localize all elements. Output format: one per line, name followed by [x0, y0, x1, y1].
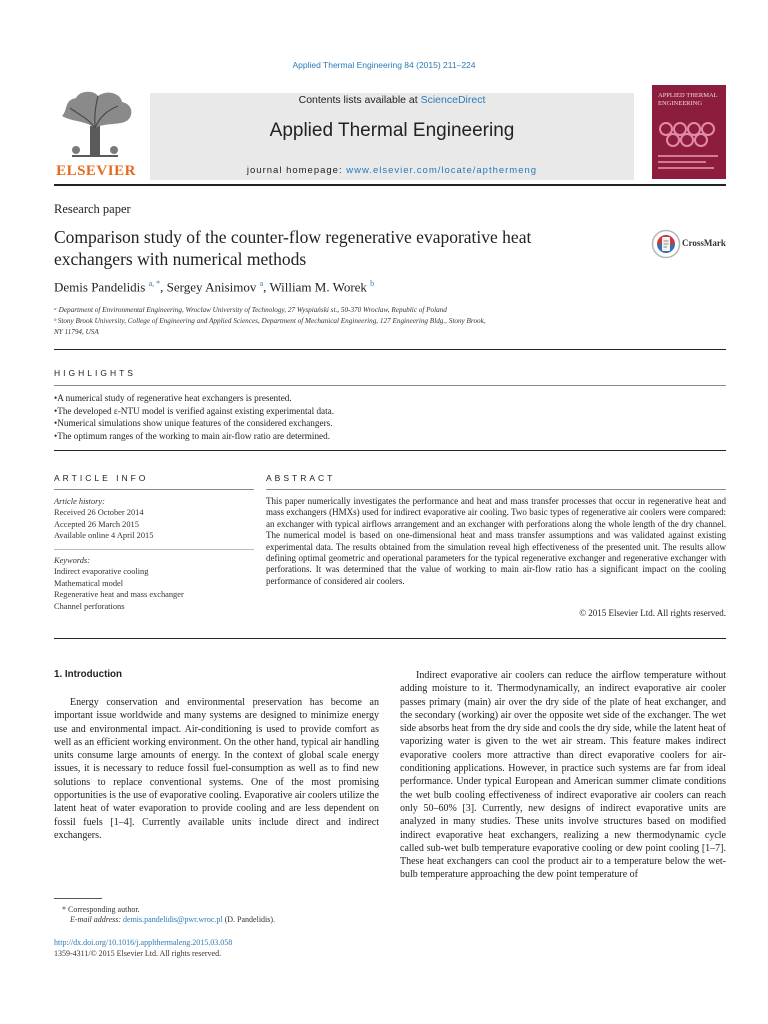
- homepage-line: [150, 165, 634, 176]
- affiliation-b: ᵇ Stony Brook University, College of Engineering and Applied Sciences, Department of Mechanical Engineering, 127 Engineering Bldg., Stony Brook,: [54, 317, 486, 325]
- author-affiliation-marks[interactable]: a: [259, 279, 264, 288]
- highlight-item: • Numerical simulations show unique features of the considered exchangers.: [54, 417, 726, 430]
- journal-masthead: [150, 93, 634, 180]
- homepage-link[interactable]: www.elsevier.com/locate/apthermeng: [346, 165, 538, 176]
- email-link[interactable]: demis.pandelidis@pwr.wroc.pl: [123, 915, 223, 924]
- article-history-label: Article history:: [54, 497, 105, 506]
- highlight-item: • A numerical study of regenerative heat exchangers is presented.: [54, 392, 726, 405]
- author-name[interactable]: Sergey Anisimov: [166, 279, 257, 295]
- highlights-heading: HIGHLIGHTS: [54, 368, 136, 378]
- divider: [54, 450, 726, 451]
- highlight-item: • The optimum ranges of the working to main air-flow ratio are determined.: [54, 430, 726, 443]
- sciencedirect-link[interactable]: ScienceDirect: [420, 94, 486, 106]
- body-paragraph-col2: Indirect evaporative air coolers can reduce the airflow temperature without adding moisture to it. Thermodynamically, an indirect evaporative air cooler passes primary (main) air over the dry side of the plate of heat exchanger, and the secondary (working) air over the opposite wet side of the exchanger. The wet side absorbs heat from the dry side and cools the dry side, while the latent heat of vaporizing water is given to the wet air stream. This feature makes indirect evaporative coolers more attractive than direct evaporative coolers for air-conditioning applications. However, in practice such systems are far from ideal performance. Under typical European and American summer climate conditions the wet bulb cooling effectiveness of indirect evaporative air coolers can reach only 50–60% [3]. Currently, new designs of indirect evaporative units are analyzed in many studies. These units involve structures based on modified indirect evaporative heat exchangers, realizing a new thermodynamic cycle called sub-wet bulb temperature evaporative cooling or dew point cooling [1–7]. These heat exchangers can cool the product air to a temperature below the wet-bulb temperature approaching the dew point temperature of: [400, 670, 726, 881]
- history-online: Available online 4 April 2015: [54, 531, 154, 541]
- affiliation-b-cont: NY 11794, USA: [54, 328, 99, 336]
- email-label: E-mail address:: [70, 915, 124, 924]
- publisher-wordmark: ELSEVIER: [56, 163, 136, 179]
- elsevier-tree-icon: [54, 88, 138, 164]
- paper-type: Research paper: [54, 202, 131, 216]
- highlights-list: [54, 392, 726, 442]
- divider: [54, 638, 726, 639]
- paper-title-line-2: exchangers with numerical methods: [54, 248, 307, 269]
- journal-citation[interactable]: Applied Thermal Engineering 84 (2015) 211–224: [292, 60, 476, 70]
- contents-line: [150, 94, 634, 106]
- abstract-heading: ABSTRACT: [266, 473, 336, 483]
- email-footnote: [70, 914, 395, 925]
- issn-copyright: 1359-4311/© 2015 Elsevier Ltd. All rights reserved.: [54, 949, 222, 958]
- section-heading-introduction: 1. Introduction: [54, 669, 123, 680]
- divider: [54, 489, 254, 490]
- journal-cover-thumbnail[interactable]: [652, 85, 726, 179]
- keyword-item: Mathematical model: [54, 578, 124, 588]
- author-name[interactable]: Demis Pandelidis: [54, 279, 146, 295]
- body-paragraph-col1: Energy conservation and environmental preservation has become an important issue worldwide and many systems are designed to minimize energy use and environmental impact. Air-conditioning is used to provide comfort as well as an efficient working environment. On the other hand, typical air handling units consume large amounts of energy. In the context of global scale energy issues, it is necessary to reduce fossil fuel-consumption as well as to find new solutions to replace conventional systems. One of the most promising opportunities is the use of evaporative cooling. Evaporative air coolers utilize the latent heat of water evaporation to provide cooling and are less dependent on fossil fuels [1–4]. Currently available units include direct and indirect exchangers.: [54, 697, 379, 841]
- header-rule: [54, 184, 726, 186]
- keyword-item: Regenerative heat and mass exchanger: [54, 590, 184, 600]
- keywords-label: Keywords:: [54, 556, 90, 565]
- crossmark-badge[interactable]: [651, 229, 729, 259]
- doi-link[interactable]: http://dx.doi.org/10.1016/j.applthermaleng.2015.03.058: [54, 938, 233, 947]
- paper-title: [54, 227, 644, 270]
- divider: [54, 385, 726, 386]
- corresponding-author-note: * Corresponding author.: [62, 905, 140, 914]
- article-info-heading: ARTICLE INFO: [54, 473, 149, 483]
- highlight-item: • The developed ε-NTU model is verified against existing experimental data.: [54, 405, 726, 418]
- author-list: Demis Pandelidis $^{a, *}$, Sergey Anisimov $^a$, William M. Worek $^b$: [54, 279, 375, 295]
- paper-title-line-1: Comparison study of the counter-flow regenerative evaporative heat: [54, 227, 532, 247]
- cover-title: APPLIED THERMAL ENGINEERING: [658, 92, 718, 107]
- author-name[interactable]: William M. Worek: [269, 279, 367, 295]
- divider: [54, 349, 726, 350]
- crossmark-icon: [651, 229, 681, 259]
- keyword-item: Indirect evaporative cooling: [54, 567, 149, 577]
- divider: [54, 549, 254, 550]
- affiliation-a: ᵃ Department of Environmental Engineering, Wroclaw University of Technology, 27 Wyspiański st., 50-370 Wroclaw, Republic of Poland: [54, 306, 447, 314]
- homepage-prefix: journal homepage:: [246, 165, 347, 176]
- abstract-text: This paper numerically investigates the performance and heat and mass transfer processes that occur in regenerative heat and mass exchangers (HMXs) used for indirect evaporative air cooling. Two basic types of regenerative air coolers were compared: an exchanger with typical airflows arrangement and an exchanger with perforations along the whole length of the dry channel. The numerical model is based on one-dimensional heat and mass transfer assumptions and was validated against existing experimental data. The results obtained from the simulation reveal high effectiveness of the presented unit. The results allow defining optimal geometric and operational parameters for the typical regenerative exchanger and regenerative exchanger with perforations. It was determined that the value of working to main air-flow ratio has a significant impact on the cooling performance of considered air coolers.: [266, 496, 726, 586]
- divider: [266, 489, 726, 490]
- author-affiliation-marks[interactable]: a, *: [148, 279, 161, 288]
- elsevier-logo[interactable]: [54, 88, 138, 180]
- footnote-rule: [54, 898, 102, 899]
- author-affiliation-marks[interactable]: b: [370, 279, 375, 288]
- abstract-copyright: © 2015 Elsevier Ltd. All rights reserved.: [579, 608, 726, 618]
- keyword-item: Channel perforations: [54, 601, 125, 611]
- keywords: [54, 555, 254, 612]
- history-accepted: Accepted 26 March 2015: [54, 519, 139, 529]
- crossmark-label: CrossMark: [682, 238, 726, 248]
- journal-title: Applied Thermal Engineering: [269, 120, 515, 141]
- cover-pattern-icon: [652, 85, 726, 179]
- contents-prefix: Contents lists available at: [298, 94, 421, 106]
- history-received: Received 26 October 2014: [54, 508, 144, 518]
- email-suffix: (D. Pandelidis).: [222, 915, 276, 924]
- article-history: [54, 496, 254, 542]
